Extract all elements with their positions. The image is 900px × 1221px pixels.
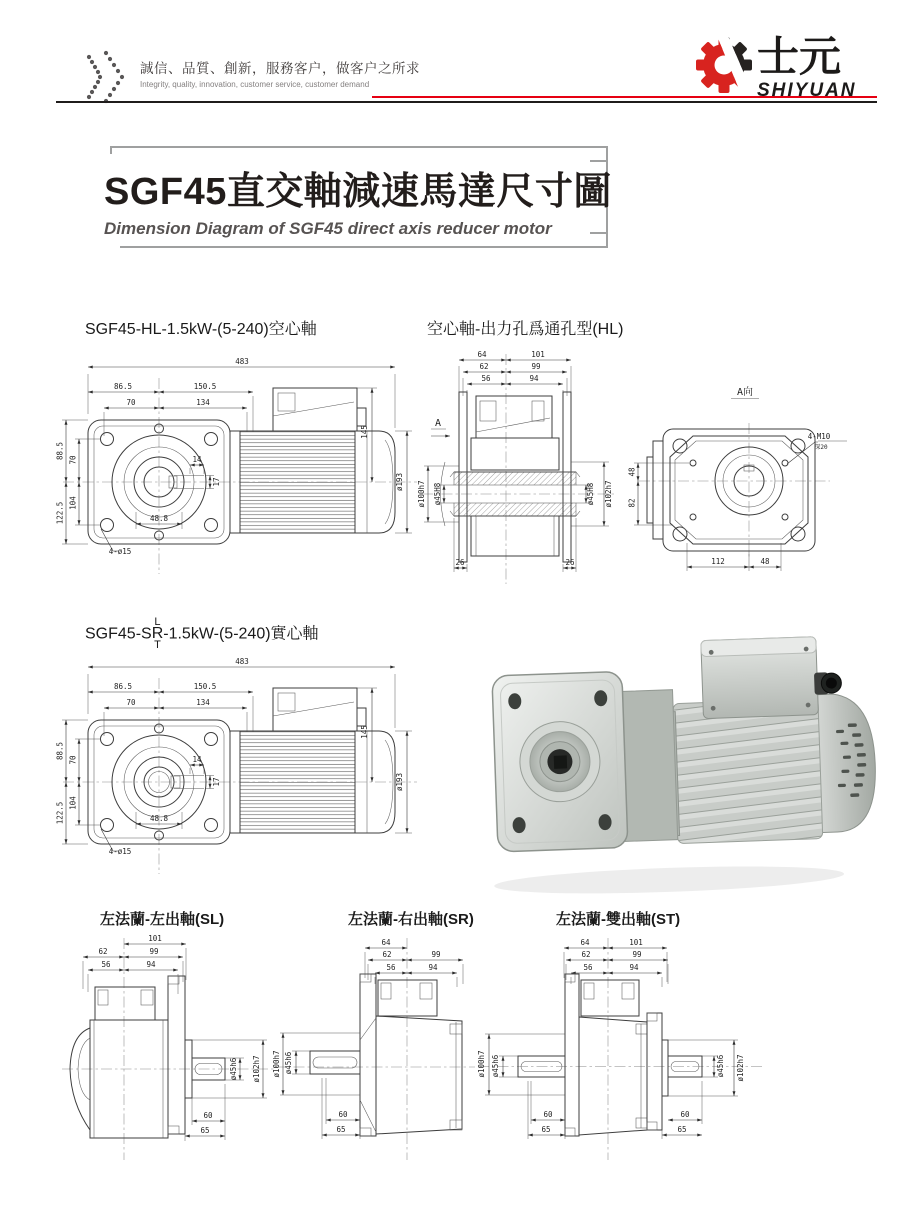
- dim-r3r: 94: [146, 960, 156, 969]
- dim-box-h: 145: [360, 425, 369, 439]
- dim-bore-right: ø45H8: [586, 482, 595, 506]
- dim-r3r: 94: [529, 374, 539, 383]
- dim-boss-r: ø102h7: [736, 1054, 745, 1082]
- fan-cover: [815, 693, 878, 833]
- dim-top3: 70: [126, 398, 136, 407]
- dim-shaft-r: ø45h6: [716, 1054, 725, 1078]
- drawing-st: [478, 932, 778, 1167]
- dim-len1: 60: [338, 1110, 348, 1119]
- caption-sr-post: -1.5kW-(5-240)實心軸: [163, 625, 319, 643]
- view-arrow: [431, 418, 450, 436]
- dim-len-right: 26: [565, 558, 575, 567]
- drawing-view-a: [625, 385, 870, 595]
- variant-l: L: [154, 616, 161, 628]
- dim-r1l: 64: [381, 938, 391, 947]
- dim-od-right: ø102h7: [604, 480, 613, 508]
- dimensions: [628, 432, 848, 571]
- dim-len2: 65: [200, 1126, 210, 1135]
- dim-r3l: 56: [481, 374, 491, 383]
- dim-r3l: 56: [583, 963, 593, 972]
- dim-od-left: ø100h7: [417, 480, 426, 508]
- dim-box-h: 145: [360, 725, 369, 739]
- dim-r3r: 94: [629, 963, 639, 972]
- dim-left2: 70: [68, 755, 78, 765]
- dim-top2: 150.5: [193, 382, 217, 391]
- dim-len1r: 60: [680, 1110, 690, 1119]
- view-arrow-label: A: [434, 418, 442, 429]
- variant-r: R: [151, 625, 164, 643]
- dim-shaft-l: ø45h6: [491, 1054, 500, 1078]
- dim-r2r: 99: [431, 950, 441, 959]
- dim-boss: ø100h7: [272, 1050, 281, 1078]
- dim-r2l: 62: [581, 950, 591, 959]
- centerlines: [422, 354, 614, 584]
- dim-len2l: 65: [541, 1125, 551, 1134]
- dimensions-shaft: [185, 1040, 267, 1141]
- dimensions: [56, 657, 413, 856]
- caption-sl: 左法蘭-左出軸(SL): [100, 911, 225, 928]
- title-card: [98, 154, 612, 246]
- header-rule-black: [56, 101, 877, 103]
- caption-hl-section: 空心軸-出力孔爲通孔型(HL): [427, 321, 624, 338]
- caption-hl: SGF45-HL-1.5kW-(5-240)空心軸: [85, 321, 317, 338]
- brand-name-en: SHIYUAN: [757, 80, 857, 101]
- brand-name-zh: 士元: [757, 33, 842, 80]
- body: [70, 976, 225, 1138]
- hollow-bore: [554, 755, 567, 768]
- flange-face: [647, 429, 815, 551]
- dim-v1: 48: [627, 467, 637, 477]
- dim-r2l: 62: [98, 947, 108, 956]
- dim-key-w: 14: [192, 755, 202, 764]
- dim-motor-od: ø193: [395, 772, 404, 792]
- dim-key-w: 14: [192, 455, 202, 464]
- dim-hub: 48.8: [149, 514, 169, 523]
- drawing-sr-assembly: [55, 652, 425, 907]
- dim-overall: 483: [235, 357, 249, 366]
- centerlines: [639, 423, 830, 557]
- dim-top3: 70: [126, 698, 136, 707]
- motor-body: [673, 699, 823, 844]
- dim-bore-left: ø45H8: [433, 482, 442, 506]
- dim-left4: 104: [68, 496, 78, 510]
- dim-left1: 88.5: [55, 441, 65, 461]
- variant-stack: [152, 618, 164, 650]
- variant-t: T: [154, 638, 161, 651]
- dim-r2r: 99: [632, 950, 642, 959]
- page-subtitle: Dimension Diagram of SGF45 direct axis reducer motor: [104, 219, 552, 238]
- dim-r3l: 56: [386, 963, 396, 972]
- dim-len-left: 26: [455, 558, 465, 567]
- dim-overall: 483: [235, 657, 249, 666]
- dim-key-d: 17: [212, 777, 221, 787]
- terminal-box-lid: [701, 637, 816, 657]
- dim-len1: 60: [203, 1111, 213, 1120]
- dim-top1: 86.5: [113, 682, 133, 691]
- dim-r2r: 99: [531, 362, 541, 371]
- slogan-en: Integrity, quality, innovation, customer service, customer demand: [140, 80, 370, 89]
- dim-left4: 104: [68, 796, 78, 810]
- centerlines: [274, 938, 475, 1160]
- dimensions-right-shaft: [662, 1040, 745, 1139]
- view-a-title: A向: [736, 387, 754, 398]
- dim-tap: 4-M10: [807, 432, 831, 441]
- dim-r1l: 64: [580, 938, 590, 947]
- caption-sr2: 左法蘭-右出軸(SR): [348, 911, 474, 928]
- dim-top2: 150.5: [193, 682, 217, 691]
- dim-r2r: 99: [149, 947, 159, 956]
- dim-r1r: 101: [531, 350, 545, 359]
- dim-b2: 48: [760, 557, 770, 566]
- dimensions-top: [83, 934, 186, 994]
- dim-top4: 134: [196, 398, 210, 407]
- dim-len2: 65: [336, 1125, 346, 1134]
- dim-left2: 70: [68, 455, 78, 465]
- dim-b1: 112: [711, 557, 725, 566]
- motor-side: [230, 688, 395, 833]
- dimensions: [56, 357, 413, 556]
- dim-len1l: 60: [543, 1110, 553, 1119]
- product-photo: [465, 612, 875, 902]
- dim-shaft: ø45h6: [229, 1057, 238, 1081]
- dimensions-shaft: [272, 1033, 360, 1139]
- dim-r3r: 94: [428, 963, 438, 972]
- dim-left3: 122.5: [55, 801, 65, 825]
- dim-holes: 4-ø15: [108, 847, 132, 856]
- body: [310, 974, 462, 1136]
- dim-key-d: 17: [212, 477, 221, 487]
- dim-boss: ø102h7: [252, 1055, 261, 1083]
- dimensions-top: [459, 350, 571, 396]
- shadow: [494, 862, 845, 898]
- dim-len2r: 65: [677, 1125, 687, 1134]
- dim-r3l: 56: [101, 960, 111, 969]
- centerlines: [478, 938, 763, 1160]
- dim-r1r: 101: [629, 938, 643, 947]
- page-title: SGF45直交軸減速馬達尺寸圖: [104, 171, 612, 213]
- dim-boss-l: ø100h7: [477, 1050, 486, 1078]
- dim-top4: 134: [196, 698, 210, 707]
- dim-holes: 4-ø15: [108, 547, 132, 556]
- dim-tap-depth: 深20: [814, 444, 828, 451]
- dim-r1r: 101: [148, 934, 162, 943]
- drawing-sl: [58, 932, 298, 1167]
- dim-left1: 88.5: [55, 741, 65, 761]
- dim-v2: 82: [627, 498, 637, 508]
- dim-shaft: ø45h6: [284, 1051, 293, 1075]
- header-slogan: [140, 57, 420, 89]
- dimensions-left-shaft: [477, 1034, 565, 1139]
- chevron-dots-icon: [86, 50, 132, 104]
- caption-sr-pre: SGF45-S: [85, 625, 152, 643]
- gear-logo-icon: [695, 36, 753, 94]
- slogan-zh: 誠信、品質、創新，服務客户，做客户之所求: [140, 61, 420, 76]
- dim-motor-od: ø193: [395, 472, 404, 492]
- dim-left3: 122.5: [55, 501, 65, 525]
- caption-st: 左法蘭-雙出軸(ST): [556, 911, 681, 928]
- dim-hub: 48.8: [149, 814, 169, 823]
- motor-side: [230, 388, 395, 533]
- caption-sr: [85, 618, 319, 650]
- dim-r1l: 64: [477, 350, 487, 359]
- drawing-hl-section: [418, 346, 618, 598]
- dim-r2l: 62: [382, 950, 392, 959]
- dim-top1: 86.5: [113, 382, 133, 391]
- section-body: [441, 392, 581, 562]
- title-block: [96, 146, 612, 256]
- dim-r2l: 62: [479, 362, 489, 371]
- drawing-hl-assembly: [55, 352, 425, 607]
